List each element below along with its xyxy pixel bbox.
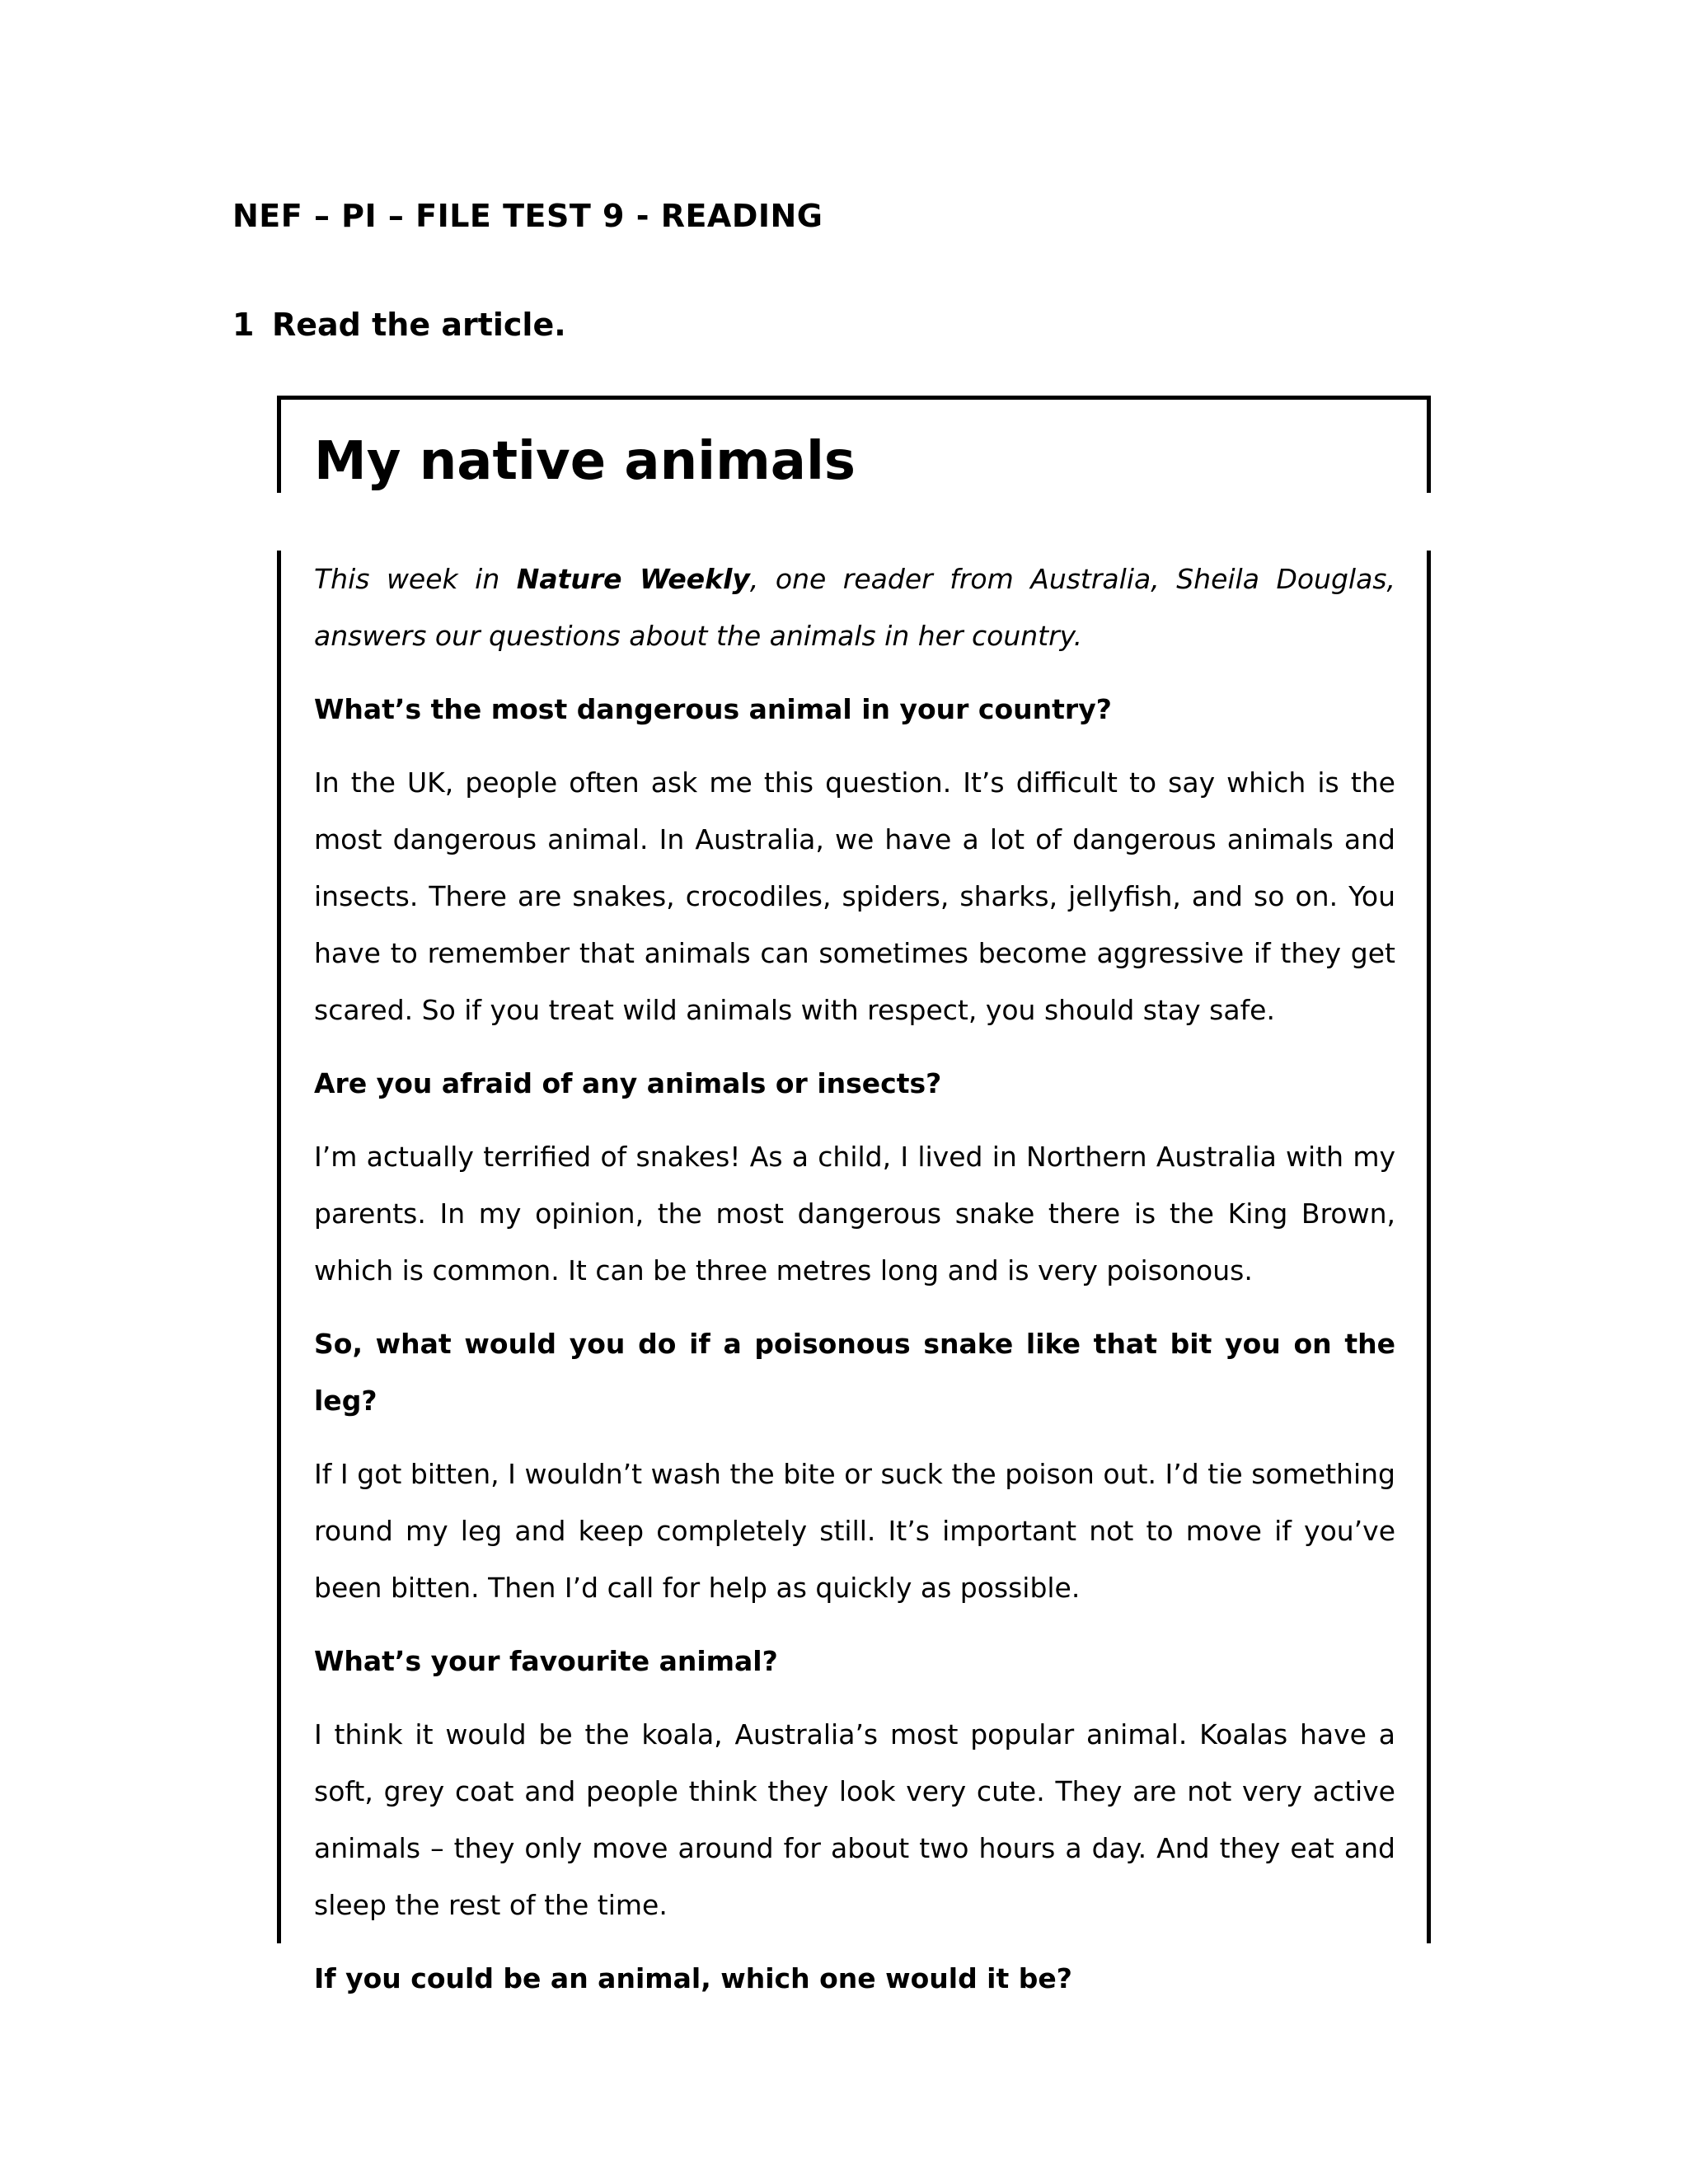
answer-3: If I got bitten, I wouldn’t wash the bite or suck the poison out. I’d tie something round my leg and keep completely still. It’s important not to move if you’ve been bitten. Then I’d call for help as quickly as possible.	[314, 1458, 1395, 1604]
page-title: NEF – PI – FILE TEST 9 - READING	[232, 198, 823, 234]
intro-after: , one reader from Australia, Sheila Douglas, answers our questions about the animals in her country.	[314, 563, 1395, 652]
article-body-box	[277, 551, 1431, 1994]
answer-4: I think it would be the koala, Australia’s most popular animal. Koalas have a soft, grey coat and people think they look very cute. They are not very active animals – they only move around for about two hours a day. And they eat and sleep the rest of the time.	[314, 1718, 1395, 1921]
article-title: My native animals	[314, 431, 856, 492]
answer-2: I’m actually terrified of snakes! As a child, I lived in Northern Australia with my parents. In my opinion, the most dangerous snake there is the King Brown, which is common. It can be three metres long and is very poisonous.	[314, 1141, 1395, 1286]
magazine-name: Nature Weekly	[516, 563, 750, 595]
task-number: 1	[232, 307, 255, 343]
question-4: What’s your favourite animal?	[314, 1645, 778, 1677]
question-2: Are you afraid of any animals or insects?	[314, 1067, 942, 1099]
article-intro	[314, 551, 1395, 664]
task-instruction	[232, 307, 566, 343]
question-5: If you could be an animal, which one would it be?	[314, 1962, 1072, 1994]
question-3: So, what would you do if a poisonous snake like that bit you on the leg?	[314, 1328, 1395, 1417]
task-instruction-text: Read the article.	[272, 307, 566, 343]
intro-before: This week in	[314, 563, 517, 595]
article-body	[314, 551, 1395, 2023]
question-1: What’s the most dangerous animal in your country?	[314, 693, 1112, 725]
article-title-box	[277, 396, 1431, 493]
answer-1: In the UK, people often ask me this question. It’s difficult to say which is the most dangerous animal. In Australia, we have a lot of dangerous animals and insects. There are snakes, crocodiles, spiders, sharks, jellyfish, and so on. You have to remember that animals can sometimes become aggressive if they get scared. So if you treat wild animals with respect, you should stay safe.	[314, 766, 1395, 1026]
